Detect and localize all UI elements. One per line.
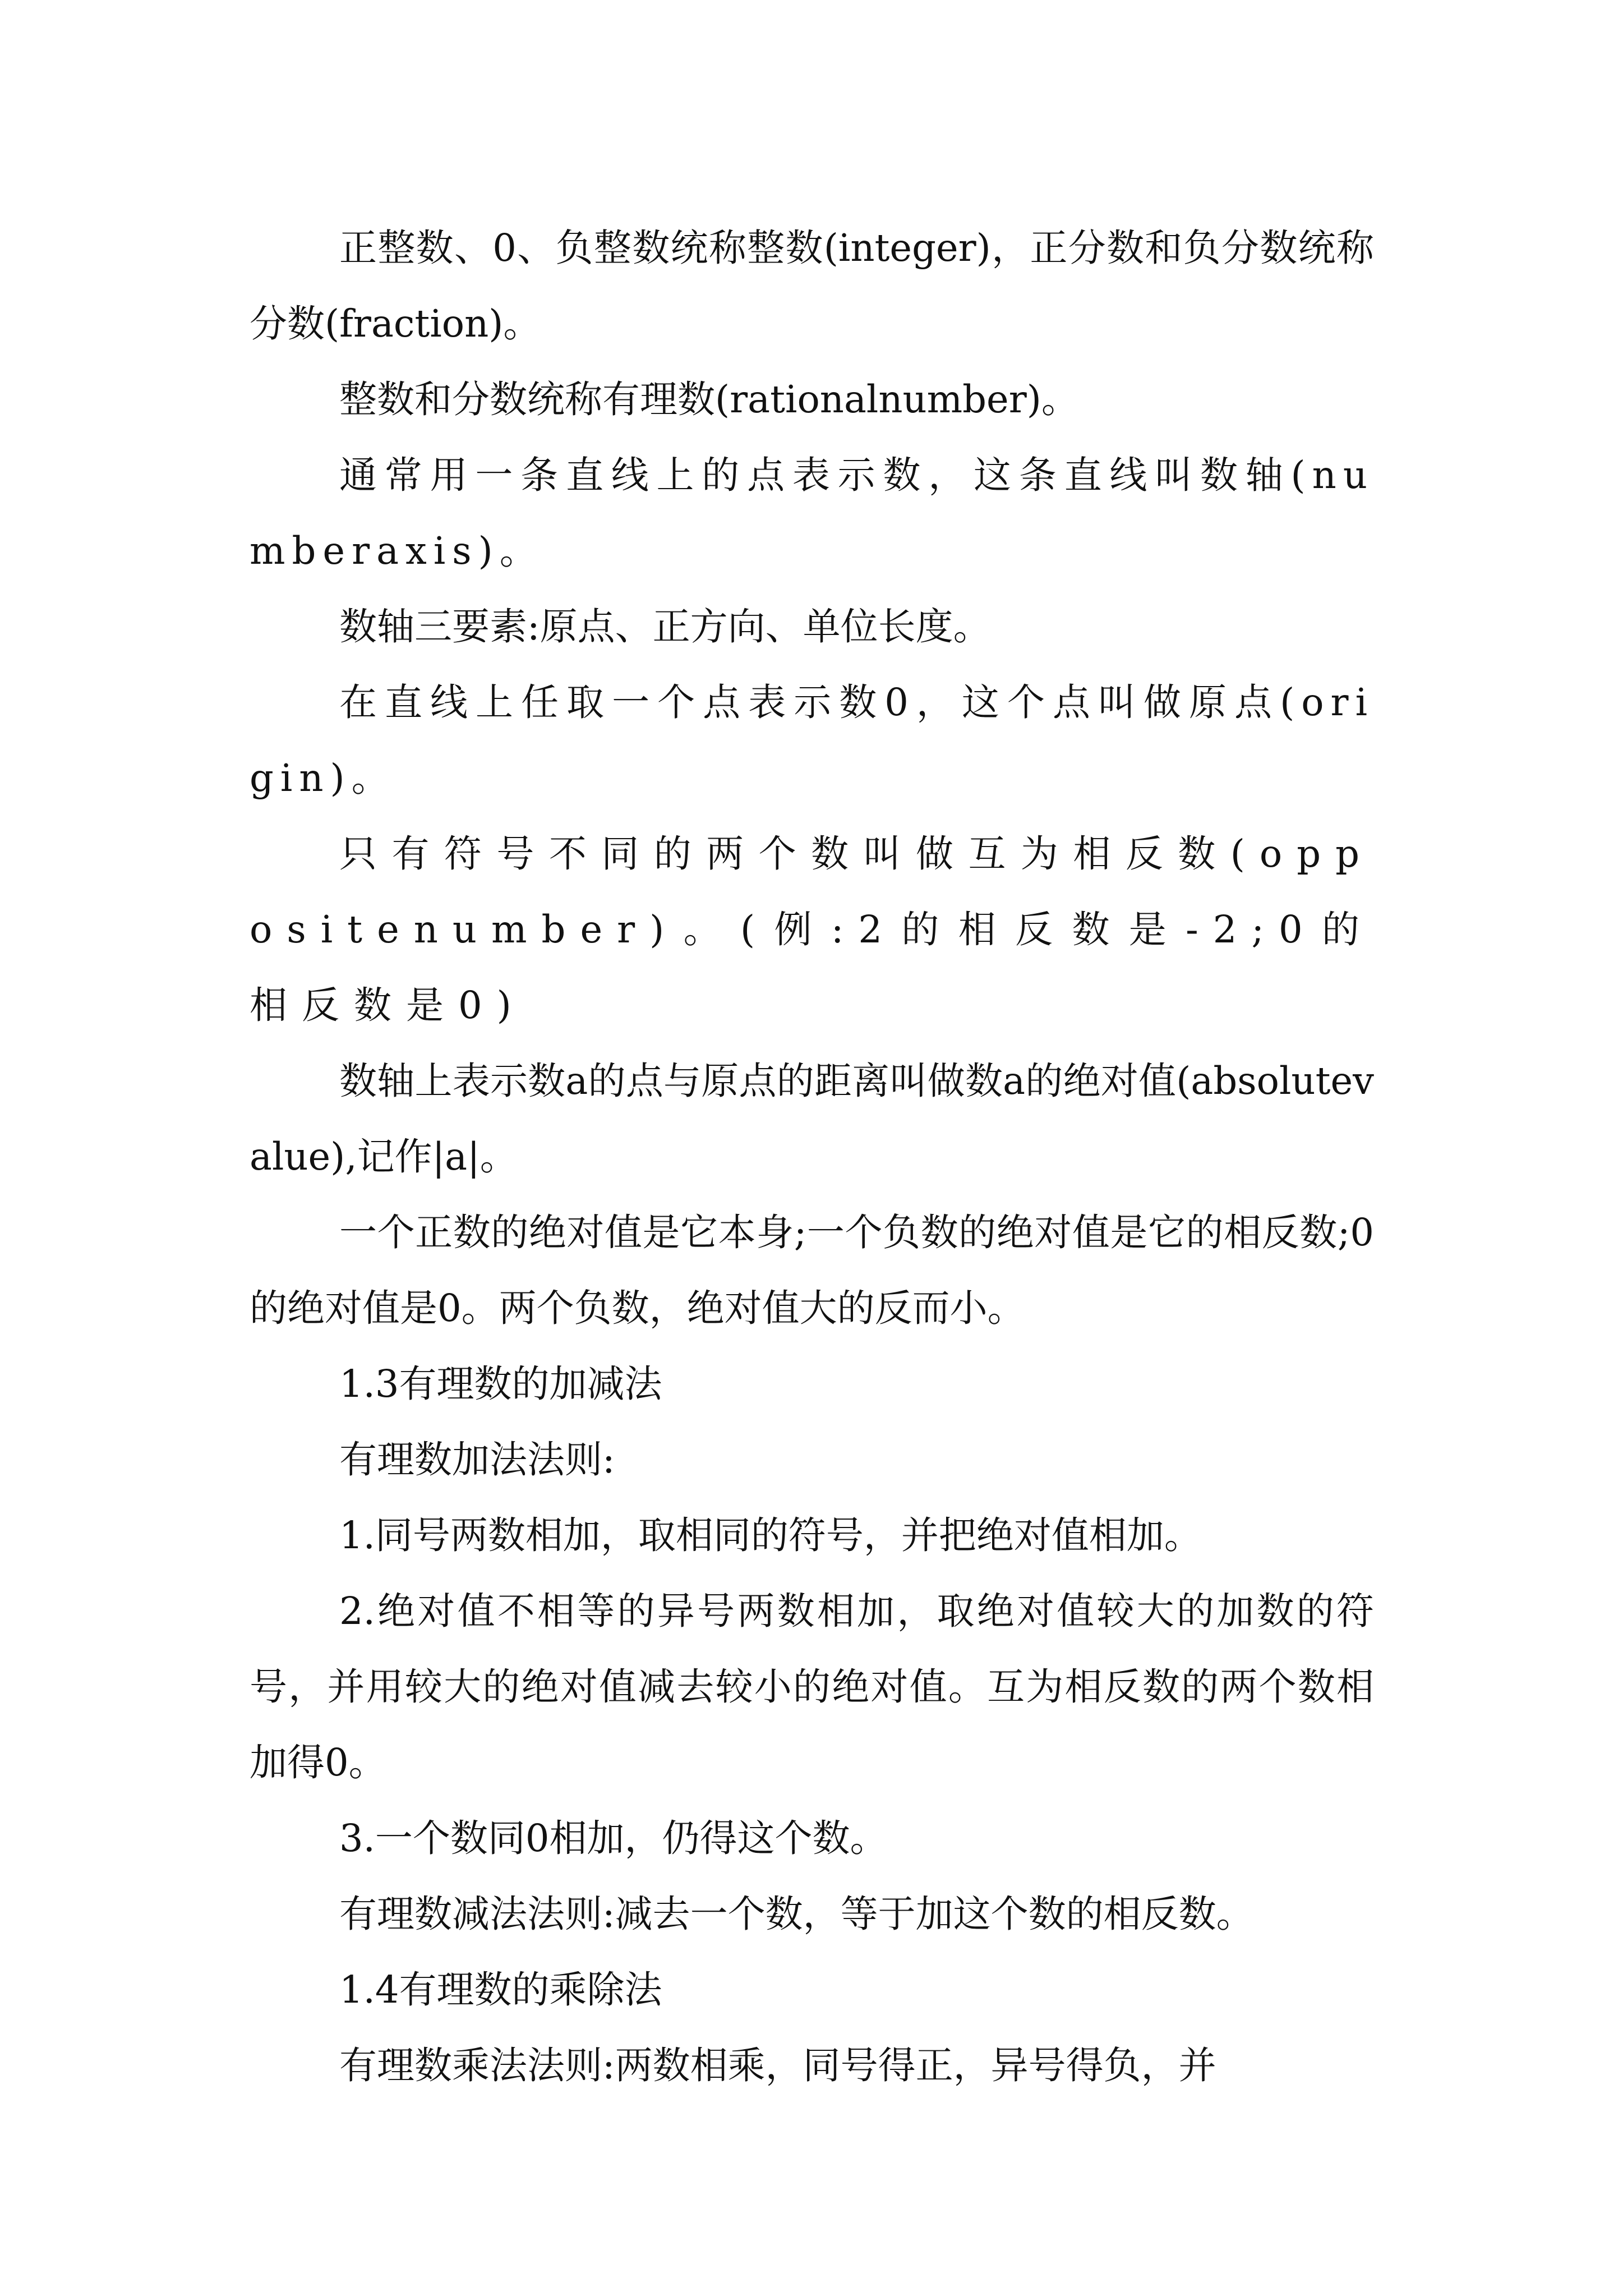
paragraph-addition-rule-1: 1.同号两数相加，取相同的符号，并把绝对值相加。 [339,1513,1202,1557]
paragraph-subtraction-rule: 有理数减法法则:减去一个数，等于加这个数的相反数。 [339,1892,1254,1936]
paragraph-integer-fraction: 正整数、0、负整数统称整数(integer)，正分数和负分数统称分数(fraction)。 [250,226,1374,346]
paragraph-rational-number: 整数和分数统称有理数(rationalnumber)。 [339,378,1079,421]
paragraph-addition-rule-3: 3.一个数同0相加，仍得这个数。 [339,1816,888,1860]
paragraph-addition-rule-2: 2.绝对值不相等的异号两数相加，取绝对值较大的加数的符号，并用较大的绝对值减去较小的绝对值。互为相反数的两个数相加得0。 [250,1589,1374,1784]
paragraph-origin: 在直线上任取一个点表示数0，这个点叫做原点(origin)。 [250,680,1374,800]
paragraph-multiplication-rule: 有理数乘法法则:两数相乘，同号得正，异号得负，并 [339,2044,1216,2087]
paragraph-number-axis: 通常用一条直线上的点表示数，这条直线叫数轴(numberaxis)。 [250,453,1374,573]
paragraph-addition-rule-title: 有理数加法法则: [339,1438,615,1481]
paragraph-axis-elements: 数轴三要素:原点、正方向、单位长度。 [339,605,991,648]
document-body [250,210,1374,2104]
paragraph-absolute-value-rules: 一个正数的绝对值是它本身;一个负数的绝对值是它的相反数;0的绝对值是0。两个负数，绝对值大的反而小。 [250,1211,1374,1330]
paragraph-absolute-value: 数轴上表示数a的点与原点的距离叫做数a的绝对值(absolutevalue),记作|a|。 [250,1059,1374,1179]
paragraph-opposite-number: 只有符号不同的两个数叫做互为相反数(oppositenumber)。(例:2的相反数是-2;0的相反数是0) [250,832,1374,1027]
section-heading-addition-subtraction: 1.3有理数的加减法 [339,1362,662,1406]
section-heading-multiplication-division: 1.4有理数的乘除法 [339,1968,662,2012]
